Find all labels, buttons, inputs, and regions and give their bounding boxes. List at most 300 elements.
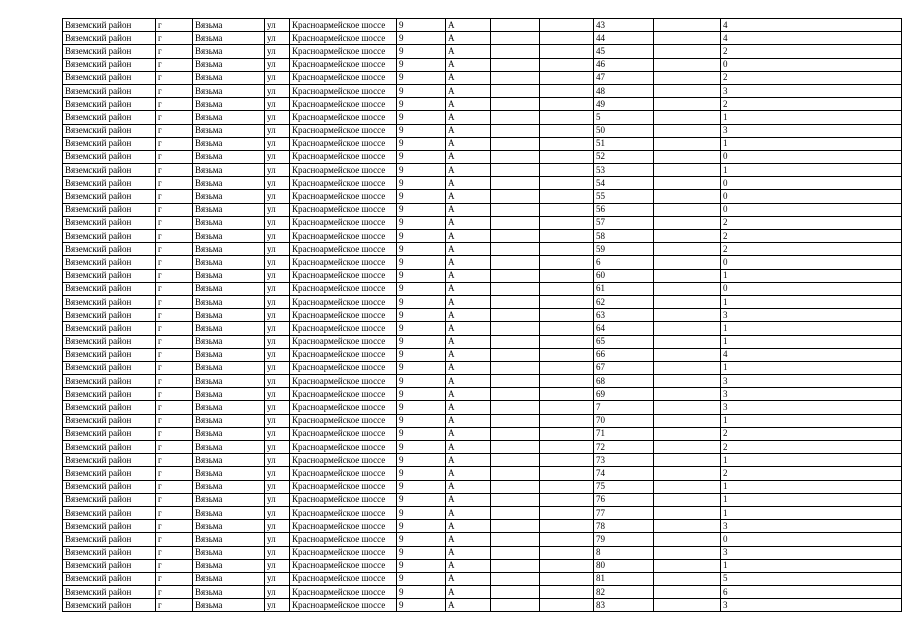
cell-settlement: Вязьма (193, 572, 265, 585)
cell-street-type: ул (265, 203, 290, 216)
cell-house: 9 (397, 269, 446, 282)
cell-street: Красноармейское шоссе (290, 150, 397, 163)
table-row (63, 506, 902, 519)
cell-settlement: Вязьма (193, 335, 265, 348)
cell-settlement: Вязьма (193, 137, 265, 150)
cell-building (491, 401, 540, 414)
cell-building (491, 58, 540, 71)
cell-apartment: 57 (594, 216, 654, 229)
cell-house: 9 (397, 216, 446, 229)
table-row (63, 32, 902, 45)
cell-street-type: ул (265, 150, 290, 163)
cell-letter: А (446, 71, 491, 84)
table-row (63, 401, 902, 414)
cell-settlement-type: г (156, 388, 193, 401)
cell-apartment: 54 (594, 177, 654, 190)
cell-apartment: 63 (594, 309, 654, 322)
cell-house: 9 (397, 506, 446, 519)
cell-street: Красноармейское шоссе (290, 361, 397, 374)
cell-apartment-letter (654, 388, 721, 401)
cell-letter: А (446, 111, 491, 124)
cell-apartment-letter (654, 348, 721, 361)
cell-district: Вяземский район (63, 401, 156, 414)
cell-street-type: ул (265, 216, 290, 229)
cell-settlement: Вязьма (193, 190, 265, 203)
cell-street-type: ул (265, 427, 290, 440)
cell-district: Вяземский район (63, 599, 156, 612)
cell-building (491, 506, 540, 519)
cell-settlement-type: г (156, 361, 193, 374)
cell-settlement: Вязьма (193, 256, 265, 269)
cell-street: Красноармейское шоссе (290, 506, 397, 519)
cell-letter: А (446, 45, 491, 58)
table-row (63, 216, 902, 229)
cell-street: Красноармейское шоссе (290, 58, 397, 71)
cell-letter: А (446, 230, 491, 243)
table-row (63, 71, 902, 84)
cell-district: Вяземский район (63, 361, 156, 374)
cell-count: 3 (721, 375, 902, 388)
cell-settlement: Вязьма (193, 493, 265, 506)
cell-letter: А (446, 98, 491, 111)
cell-settlement: Вязьма (193, 203, 265, 216)
cell-street: Красноармейское шоссе (290, 493, 397, 506)
cell-structure (540, 427, 594, 440)
cell-count: 1 (721, 493, 902, 506)
cell-building (491, 559, 540, 572)
cell-letter: А (446, 322, 491, 335)
cell-letter: А (446, 559, 491, 572)
cell-letter: А (446, 164, 491, 177)
cell-house: 9 (397, 19, 446, 32)
cell-settlement-type: г (156, 414, 193, 427)
cell-structure (540, 414, 594, 427)
cell-street-type: ул (265, 309, 290, 322)
cell-apartment-letter (654, 71, 721, 84)
cell-apartment-letter (654, 269, 721, 282)
cell-letter: А (446, 295, 491, 308)
cell-apartment-letter (654, 45, 721, 58)
cell-letter: А (446, 32, 491, 45)
cell-building (491, 520, 540, 533)
cell-letter: А (446, 243, 491, 256)
cell-street: Красноармейское шоссе (290, 441, 397, 454)
cell-house: 9 (397, 84, 446, 97)
cell-structure (540, 216, 594, 229)
cell-settlement-type: г (156, 401, 193, 414)
cell-apartment-letter (654, 533, 721, 546)
table-row (63, 256, 902, 269)
cell-street: Красноармейское шоссе (290, 480, 397, 493)
cell-letter: А (446, 58, 491, 71)
cell-apartment: 58 (594, 230, 654, 243)
cell-settlement: Вязьма (193, 243, 265, 256)
cell-settlement: Вязьма (193, 58, 265, 71)
cell-street: Красноармейское шоссе (290, 335, 397, 348)
cell-street: Красноармейское шоссе (290, 454, 397, 467)
cell-house: 9 (397, 124, 446, 137)
cell-street-type: ул (265, 19, 290, 32)
cell-settlement: Вязьма (193, 441, 265, 454)
cell-settlement: Вязьма (193, 309, 265, 322)
cell-street: Красноармейское шоссе (290, 190, 397, 203)
cell-settlement-type: г (156, 84, 193, 97)
cell-apartment: 49 (594, 98, 654, 111)
cell-district: Вяземский район (63, 295, 156, 308)
cell-street: Красноармейское шоссе (290, 599, 397, 612)
cell-apartment-letter (654, 335, 721, 348)
cell-structure (540, 454, 594, 467)
cell-count: 3 (721, 520, 902, 533)
cell-letter: А (446, 361, 491, 374)
cell-street: Красноармейское шоссе (290, 124, 397, 137)
cell-settlement: Вязьма (193, 586, 265, 599)
cell-street: Красноармейское шоссе (290, 32, 397, 45)
cell-count: 1 (721, 322, 902, 335)
cell-settlement-type: г (156, 190, 193, 203)
cell-settlement-type: г (156, 177, 193, 190)
cell-structure (540, 282, 594, 295)
cell-structure (540, 572, 594, 585)
cell-structure (540, 335, 594, 348)
cell-district: Вяземский район (63, 269, 156, 282)
cell-apartment: 71 (594, 427, 654, 440)
cell-settlement: Вязьма (193, 599, 265, 612)
cell-count: 1 (721, 295, 902, 308)
cell-structure (540, 546, 594, 559)
cell-settlement-type: г (156, 322, 193, 335)
table-row (63, 243, 902, 256)
cell-building (491, 282, 540, 295)
cell-settlement-type: г (156, 71, 193, 84)
cell-apartment-letter (654, 124, 721, 137)
cell-street-type: ул (265, 599, 290, 612)
cell-apartment: 76 (594, 493, 654, 506)
cell-district: Вяземский район (63, 414, 156, 427)
cell-district: Вяземский район (63, 190, 156, 203)
cell-apartment-letter (654, 572, 721, 585)
cell-count: 3 (721, 388, 902, 401)
cell-street: Красноармейское шоссе (290, 164, 397, 177)
cell-settlement-type: г (156, 348, 193, 361)
cell-street: Красноармейское шоссе (290, 282, 397, 295)
cell-structure (540, 309, 594, 322)
cell-street: Красноармейское шоссе (290, 137, 397, 150)
cell-street-type: ул (265, 137, 290, 150)
cell-district: Вяземский район (63, 572, 156, 585)
cell-building (491, 124, 540, 137)
cell-letter: А (446, 137, 491, 150)
table-row (63, 84, 902, 97)
table-row (63, 559, 902, 572)
cell-apartment: 70 (594, 414, 654, 427)
cell-district: Вяземский район (63, 309, 156, 322)
cell-count: 2 (721, 243, 902, 256)
cell-apartment: 50 (594, 124, 654, 137)
cell-street-type: ул (265, 177, 290, 190)
cell-settlement-type: г (156, 533, 193, 546)
cell-apartment: 81 (594, 572, 654, 585)
cell-settlement-type: г (156, 480, 193, 493)
cell-count: 0 (721, 190, 902, 203)
cell-apartment: 75 (594, 480, 654, 493)
cell-building (491, 586, 540, 599)
cell-letter: А (446, 520, 491, 533)
cell-building (491, 269, 540, 282)
cell-letter: А (446, 203, 491, 216)
cell-apartment: 67 (594, 361, 654, 374)
cell-structure (540, 190, 594, 203)
cell-structure (540, 480, 594, 493)
cell-settlement-type: г (156, 559, 193, 572)
cell-district: Вяземский район (63, 441, 156, 454)
cell-apartment-letter (654, 111, 721, 124)
cell-apartment-letter (654, 230, 721, 243)
cell-count: 0 (721, 256, 902, 269)
cell-building (491, 98, 540, 111)
table-row (63, 599, 902, 612)
cell-letter: А (446, 454, 491, 467)
cell-house: 9 (397, 32, 446, 45)
cell-apartment: 7 (594, 401, 654, 414)
cell-street: Красноармейское шоссе (290, 71, 397, 84)
table-body (63, 19, 902, 612)
cell-count: 1 (721, 506, 902, 519)
table-row (63, 467, 902, 480)
cell-street-type: ул (265, 375, 290, 388)
cell-apartment: 82 (594, 586, 654, 599)
cell-letter: А (446, 480, 491, 493)
cell-apartment-letter (654, 150, 721, 163)
cell-house: 9 (397, 164, 446, 177)
cell-building (491, 19, 540, 32)
cell-settlement: Вязьма (193, 546, 265, 559)
cell-structure (540, 243, 594, 256)
cell-count: 1 (721, 480, 902, 493)
cell-street-type: ул (265, 282, 290, 295)
cell-settlement-type: г (156, 19, 193, 32)
cell-street: Красноармейское шоссе (290, 177, 397, 190)
cell-apartment-letter (654, 322, 721, 335)
table-row (63, 230, 902, 243)
cell-letter: А (446, 506, 491, 519)
cell-letter: А (446, 467, 491, 480)
cell-apartment: 5 (594, 111, 654, 124)
cell-apartment: 79 (594, 533, 654, 546)
cell-settlement-type: г (156, 256, 193, 269)
table-row (63, 269, 902, 282)
cell-street: Красноармейское шоссе (290, 309, 397, 322)
cell-settlement-type: г (156, 32, 193, 45)
table-row (63, 124, 902, 137)
table-row (63, 441, 902, 454)
cell-letter: А (446, 190, 491, 203)
cell-district: Вяземский район (63, 256, 156, 269)
cell-structure (540, 493, 594, 506)
cell-district: Вяземский район (63, 45, 156, 58)
cell-structure (540, 137, 594, 150)
table-row (63, 454, 902, 467)
cell-apartment: 44 (594, 32, 654, 45)
cell-building (491, 361, 540, 374)
cell-apartment: 47 (594, 71, 654, 84)
cell-apartment-letter (654, 19, 721, 32)
cell-street-type: ул (265, 480, 290, 493)
cell-apartment-letter (654, 203, 721, 216)
cell-letter: А (446, 546, 491, 559)
cell-structure (540, 441, 594, 454)
cell-letter: А (446, 586, 491, 599)
cell-structure (540, 84, 594, 97)
cell-settlement-type: г (156, 441, 193, 454)
cell-building (491, 309, 540, 322)
cell-settlement-type: г (156, 506, 193, 519)
cell-structure (540, 559, 594, 572)
cell-letter: А (446, 150, 491, 163)
cell-apartment-letter (654, 137, 721, 150)
cell-settlement: Вязьма (193, 295, 265, 308)
cell-street-type: ул (265, 348, 290, 361)
cell-street: Красноармейское шоссе (290, 230, 397, 243)
cell-settlement-type: г (156, 467, 193, 480)
cell-building (491, 111, 540, 124)
table-row (63, 164, 902, 177)
cell-count: 2 (721, 427, 902, 440)
cell-apartment: 65 (594, 335, 654, 348)
cell-house: 9 (397, 467, 446, 480)
cell-street: Красноармейское шоссе (290, 546, 397, 559)
cell-district: Вяземский район (63, 322, 156, 335)
cell-structure (540, 71, 594, 84)
cell-settlement: Вязьма (193, 71, 265, 84)
cell-house: 9 (397, 190, 446, 203)
cell-building (491, 375, 540, 388)
cell-structure (540, 506, 594, 519)
cell-district: Вяземский район (63, 137, 156, 150)
cell-street: Красноармейское шоссе (290, 414, 397, 427)
cell-street-type: ул (265, 546, 290, 559)
cell-structure (540, 269, 594, 282)
cell-count: 2 (721, 98, 902, 111)
cell-settlement: Вязьма (193, 533, 265, 546)
cell-apartment-letter (654, 375, 721, 388)
cell-settlement: Вязьма (193, 348, 265, 361)
cell-street: Красноармейское шоссе (290, 533, 397, 546)
cell-settlement: Вязьма (193, 45, 265, 58)
cell-apartment: 60 (594, 269, 654, 282)
cell-letter: А (446, 348, 491, 361)
cell-street: Красноармейское шоссе (290, 243, 397, 256)
cell-district: Вяземский район (63, 559, 156, 572)
cell-district: Вяземский район (63, 388, 156, 401)
cell-street: Красноармейское шоссе (290, 269, 397, 282)
cell-house: 9 (397, 177, 446, 190)
cell-structure (540, 203, 594, 216)
cell-street: Красноармейское шоссе (290, 559, 397, 572)
cell-settlement: Вязьма (193, 480, 265, 493)
table-row (63, 190, 902, 203)
cell-building (491, 335, 540, 348)
cell-district: Вяземский район (63, 84, 156, 97)
cell-settlement-type: г (156, 45, 193, 58)
cell-letter: А (446, 84, 491, 97)
cell-district: Вяземский район (63, 335, 156, 348)
table-row (63, 45, 902, 58)
cell-settlement: Вязьма (193, 124, 265, 137)
cell-settlement-type: г (156, 269, 193, 282)
cell-count: 5 (721, 572, 902, 585)
cell-structure (540, 32, 594, 45)
cell-settlement: Вязьма (193, 111, 265, 124)
cell-building (491, 71, 540, 84)
cell-house: 9 (397, 586, 446, 599)
cell-building (491, 546, 540, 559)
cell-count: 0 (721, 533, 902, 546)
cell-building (491, 45, 540, 58)
cell-house: 9 (397, 401, 446, 414)
cell-settlement: Вязьма (193, 98, 265, 111)
cell-count: 2 (721, 467, 902, 480)
cell-building (491, 230, 540, 243)
cell-street: Красноармейское шоссе (290, 322, 397, 335)
cell-district: Вяземский район (63, 533, 156, 546)
cell-count: 2 (721, 45, 902, 58)
cell-count: 1 (721, 361, 902, 374)
cell-house: 9 (397, 150, 446, 163)
cell-district: Вяземский район (63, 546, 156, 559)
cell-street-type: ул (265, 586, 290, 599)
cell-count: 2 (721, 71, 902, 84)
table-row (63, 150, 902, 163)
cell-apartment-letter (654, 414, 721, 427)
table-row (63, 19, 902, 32)
cell-house: 9 (397, 98, 446, 111)
cell-apartment-letter (654, 32, 721, 45)
cell-settlement-type: г (156, 58, 193, 71)
cell-settlement: Вязьма (193, 401, 265, 414)
cell-district: Вяземский район (63, 19, 156, 32)
cell-settlement-type: г (156, 546, 193, 559)
cell-count: 1 (721, 454, 902, 467)
cell-district: Вяземский район (63, 467, 156, 480)
cell-district: Вяземский район (63, 203, 156, 216)
table-row (63, 427, 902, 440)
cell-structure (540, 177, 594, 190)
cell-house: 9 (397, 361, 446, 374)
cell-apartment-letter (654, 84, 721, 97)
cell-house: 9 (397, 45, 446, 58)
cell-district: Вяземский район (63, 348, 156, 361)
cell-structure (540, 58, 594, 71)
cell-district: Вяземский район (63, 164, 156, 177)
table-row (63, 375, 902, 388)
cell-house: 9 (397, 309, 446, 322)
cell-building (491, 467, 540, 480)
cell-building (491, 164, 540, 177)
cell-district: Вяземский район (63, 375, 156, 388)
cell-structure (540, 599, 594, 612)
cell-street-type: ул (265, 98, 290, 111)
cell-street-type: ул (265, 124, 290, 137)
cell-house: 9 (397, 295, 446, 308)
cell-structure (540, 150, 594, 163)
cell-apartment-letter (654, 493, 721, 506)
table-row (63, 361, 902, 374)
cell-settlement-type: г (156, 111, 193, 124)
cell-street: Красноармейское шоссе (290, 256, 397, 269)
table-row (63, 414, 902, 427)
table-row (63, 177, 902, 190)
